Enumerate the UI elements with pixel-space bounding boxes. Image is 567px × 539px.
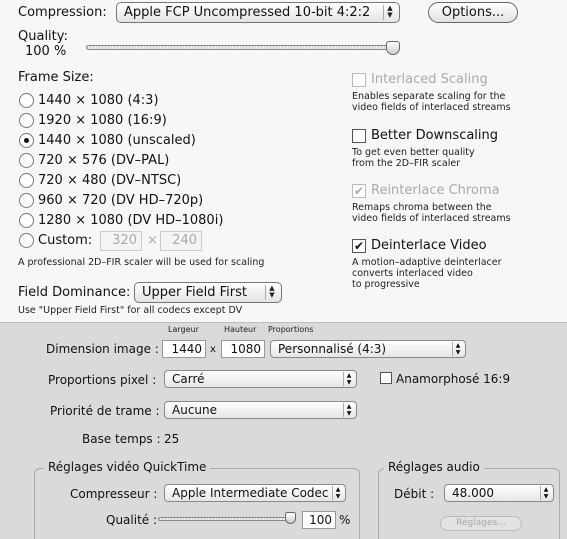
qt-quality-label: Qualité : xyxy=(106,513,158,527)
better-downscaling-label: Better Downscaling xyxy=(371,128,499,143)
frame-size-label: Frame Size: xyxy=(18,70,94,85)
audio-settings-title: Réglages audio xyxy=(384,460,484,474)
options-button[interactable]: Options... xyxy=(428,2,518,23)
rate-popup[interactable] xyxy=(444,484,554,502)
radio-label: 1920 × 1080 (16:9) xyxy=(38,113,167,128)
field-dominance-note: Use "Upper Field First" for all codecs except DV xyxy=(18,305,243,316)
radio-frame-size-2[interactable] xyxy=(19,133,34,148)
rate-label: Débit : xyxy=(394,487,435,501)
popup-arrows-icon: ▲ ▼ xyxy=(332,486,343,500)
radio-frame-size-4[interactable] xyxy=(19,173,34,188)
qt-quality-slider-thumb[interactable] xyxy=(285,512,296,524)
field-dominance-popup[interactable] xyxy=(134,282,282,303)
column-label-proportions: Proportions xyxy=(268,325,314,334)
radio-label: 720 × 576 (DV–PAL) xyxy=(38,153,170,168)
interlaced-scaling-checkbox[interactable] xyxy=(352,73,366,87)
radio-label: 1440 × 1080 (4:3) xyxy=(38,93,159,108)
radio-frame-size-custom[interactable] xyxy=(19,233,34,248)
radio-frame-size-3[interactable] xyxy=(19,153,34,168)
pixel-aspect-popup-value: Carré xyxy=(172,372,205,386)
timebase-value: 25 xyxy=(164,432,180,446)
reinterlace-chroma-label: Reinterlace Chroma xyxy=(371,183,500,198)
qt-quality-field[interactable]: 100 xyxy=(302,511,336,529)
quality-value: 100 % xyxy=(25,44,67,59)
popup-arrows-icon: ▲ ▼ xyxy=(452,342,463,356)
dimension-popup[interactable] xyxy=(270,340,466,358)
radio-label: 1280 × 1080 (DV HD–1080i) xyxy=(38,213,224,228)
popup-arrows-icon: ▲ ▼ xyxy=(383,5,396,20)
dimension-label: Dimension image : xyxy=(46,342,159,356)
timebase-label: Base temps : xyxy=(82,432,161,446)
column-label-hauteur: Hauteur xyxy=(224,325,257,334)
field-priority-popup[interactable] xyxy=(164,401,357,419)
audio-settings-button[interactable]: Réglages... xyxy=(440,516,522,531)
compressor-popup[interactable] xyxy=(164,484,346,502)
dimension-x-label: x xyxy=(210,344,216,355)
compression-popup-value: Apple FCP Uncompressed 10-bit 4:2:2 xyxy=(124,5,371,20)
popup-arrows-icon: ▲ ▼ xyxy=(540,486,551,500)
width-field[interactable]: 1440 xyxy=(162,340,206,358)
popup-arrows-icon: ▲ ▼ xyxy=(265,285,278,300)
checkmark-icon: ✔ xyxy=(353,184,365,198)
radio-frame-size-5[interactable] xyxy=(19,193,34,208)
deinterlace-video-desc-1: A motion–adaptive deinterlacer xyxy=(352,257,502,268)
field-dominance-label: Field Dominance: xyxy=(18,285,131,300)
interlaced-scaling-label: Interlaced Scaling xyxy=(371,72,488,87)
better-downscaling-desc-2: from the 2D–FIR scaler xyxy=(352,158,461,169)
popup-arrows-icon: ▲ ▼ xyxy=(343,372,354,386)
better-downscaling-checkbox[interactable] xyxy=(352,129,366,143)
deinterlace-video-desc-3: to progressive xyxy=(352,279,420,290)
custom-x-label: × xyxy=(147,233,158,248)
video-settings-title: Réglages vidéo QuickTime xyxy=(44,460,210,474)
compression-label: Compression: xyxy=(18,5,107,20)
radio-label: 720 × 480 (DV–NTSC) xyxy=(38,173,182,188)
reinterlace-chroma-desc-1: Remaps chroma between the xyxy=(352,202,492,213)
anamorphic-label: Anamorphosé 16:9 xyxy=(396,372,511,386)
custom-height-field[interactable]: 240 xyxy=(160,231,202,251)
field-priority-label: Priorité de trame : xyxy=(50,404,160,418)
radio-frame-size-0[interactable] xyxy=(19,93,34,108)
custom-width-field[interactable]: 320 xyxy=(100,231,142,251)
deinterlace-video-checkbox[interactable] xyxy=(352,239,366,253)
deinterlace-video-desc-2: converts interlaced video xyxy=(352,268,473,279)
pixel-aspect-popup[interactable] xyxy=(164,370,357,388)
reinterlace-chroma-desc-2: video fields of interlaced streams xyxy=(352,213,511,224)
quality-label: Quality: xyxy=(18,29,68,44)
radio-frame-size-1[interactable] xyxy=(19,113,34,128)
field-priority-popup-value: Aucune xyxy=(172,403,218,417)
interlaced-scaling-desc-1: Enables separate scaling for the xyxy=(352,91,506,102)
qt-quality-slider[interactable] xyxy=(158,517,296,521)
dimension-popup-value: Personnalisé (4:3) xyxy=(278,342,387,356)
deinterlace-video-label: Deinterlace Video xyxy=(371,238,487,253)
height-field[interactable]: 1080 xyxy=(221,340,265,358)
popup-arrows-icon: ▲ ▼ xyxy=(343,403,354,417)
pixel-aspect-label: Proportions pixel : xyxy=(48,373,157,387)
quicktime-export-panel xyxy=(0,322,567,539)
interlaced-scaling-desc-2: video fields of interlaced streams xyxy=(352,102,511,113)
qt-quality-unit: % xyxy=(339,513,351,527)
scaler-note: A professional 2D–FIR scaler will be used for scaling xyxy=(18,257,265,268)
column-label-largeur: Largeur xyxy=(168,325,199,334)
quality-slider[interactable] xyxy=(86,45,400,50)
rate-popup-value: 48.000 xyxy=(452,486,494,500)
field-dominance-popup-value: Upper Field First xyxy=(142,285,247,300)
anamorphic-checkbox[interactable] xyxy=(380,372,392,384)
quality-slider-thumb[interactable] xyxy=(386,41,400,55)
custom-label: Custom: xyxy=(38,233,93,248)
radio-label: 960 × 720 (DV HD–720p) xyxy=(38,193,204,208)
radio-label: 1440 × 1080 (unscaled) xyxy=(38,133,196,148)
reinterlace-chroma-checkbox[interactable] xyxy=(352,184,366,198)
compressor-popup-value: Apple Intermediate Codec xyxy=(172,486,329,500)
checkmark-icon: ✔ xyxy=(353,239,365,253)
better-downscaling-desc-1: To get even better quality xyxy=(352,147,475,158)
radio-frame-size-6[interactable] xyxy=(19,213,34,228)
compressor-label: Compresseur : xyxy=(70,487,158,501)
compression-popup[interactable] xyxy=(116,2,400,23)
